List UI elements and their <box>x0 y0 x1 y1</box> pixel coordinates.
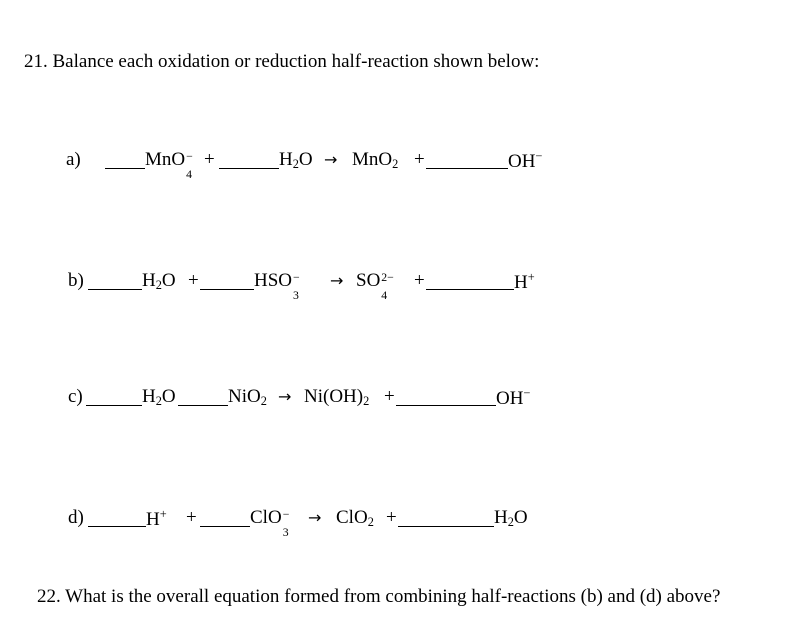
reaction-c <box>0 387 803 417</box>
coefficient-blank[interactable] <box>88 526 146 527</box>
plus-sign: + <box>414 149 425 170</box>
species-oh: OH− <box>508 149 543 172</box>
plus-sign: + <box>204 149 215 170</box>
plus-sign: + <box>414 270 425 291</box>
plus-sign: + <box>386 507 397 528</box>
species-so4: SO 2− 4 <box>356 270 394 302</box>
reaction-b <box>0 271 803 301</box>
reaction-arrow: → <box>278 387 292 406</box>
species-oh: OH− <box>496 386 531 409</box>
reaction-d <box>0 508 803 538</box>
plus-sign: + <box>188 270 199 291</box>
plus-sign: + <box>384 386 395 407</box>
reaction-label: a) <box>66 149 81 170</box>
reaction-arrow: → <box>330 271 344 290</box>
plus-sign: + <box>186 507 197 528</box>
coefficient-blank[interactable] <box>219 168 279 169</box>
species-clo2: ClO$_2$ <box>336 507 374 530</box>
species-mno4: MnO − 4 <box>145 149 193 181</box>
coefficient-blank[interactable] <box>88 289 142 290</box>
species-nioh2: $Ni(OH)_2$ <box>304 386 370 409</box>
question-21-title: 21. Balance each oxidation or reduction half-reaction shown below: <box>24 51 540 72</box>
reaction-arrow: → <box>308 508 322 527</box>
coefficient-blank[interactable] <box>398 526 494 527</box>
reaction-label: b) <box>68 270 84 291</box>
species-h2o: $H_2O$ <box>494 507 528 530</box>
reaction-label: d) <box>68 507 84 528</box>
species-h-plus: H+ <box>146 507 167 530</box>
reaction-label: c) <box>68 386 83 407</box>
coefficient-blank[interactable] <box>200 289 254 290</box>
species-h2o: $H_2O$ <box>142 270 176 293</box>
coefficient-blank[interactable] <box>86 405 142 406</box>
coefficient-blank[interactable] <box>396 405 496 406</box>
species-mno2: MnO$_2$ <box>352 149 399 172</box>
species-h2o: $H_2O$ <box>142 386 176 409</box>
coefficient-blank[interactable] <box>200 526 250 527</box>
reaction-arrow: → <box>324 150 338 169</box>
coefficient-blank[interactable] <box>426 289 514 290</box>
coefficient-blank[interactable] <box>426 168 508 169</box>
species-nio2: NiO$_2$ <box>228 386 267 409</box>
species-h2o: $H_2O$ <box>279 149 313 172</box>
reaction-a <box>0 150 803 180</box>
question-22-text: 22. What is the overall equation formed from combining half-reactions (b) and (d) above? <box>37 586 721 607</box>
coefficient-blank[interactable] <box>105 168 145 169</box>
species-clo3: ClO − 3 <box>250 507 290 539</box>
species-h-plus: H+ <box>514 270 535 293</box>
species-hso3: HSO − 3 <box>254 270 300 302</box>
coefficient-blank[interactable] <box>178 405 228 406</box>
